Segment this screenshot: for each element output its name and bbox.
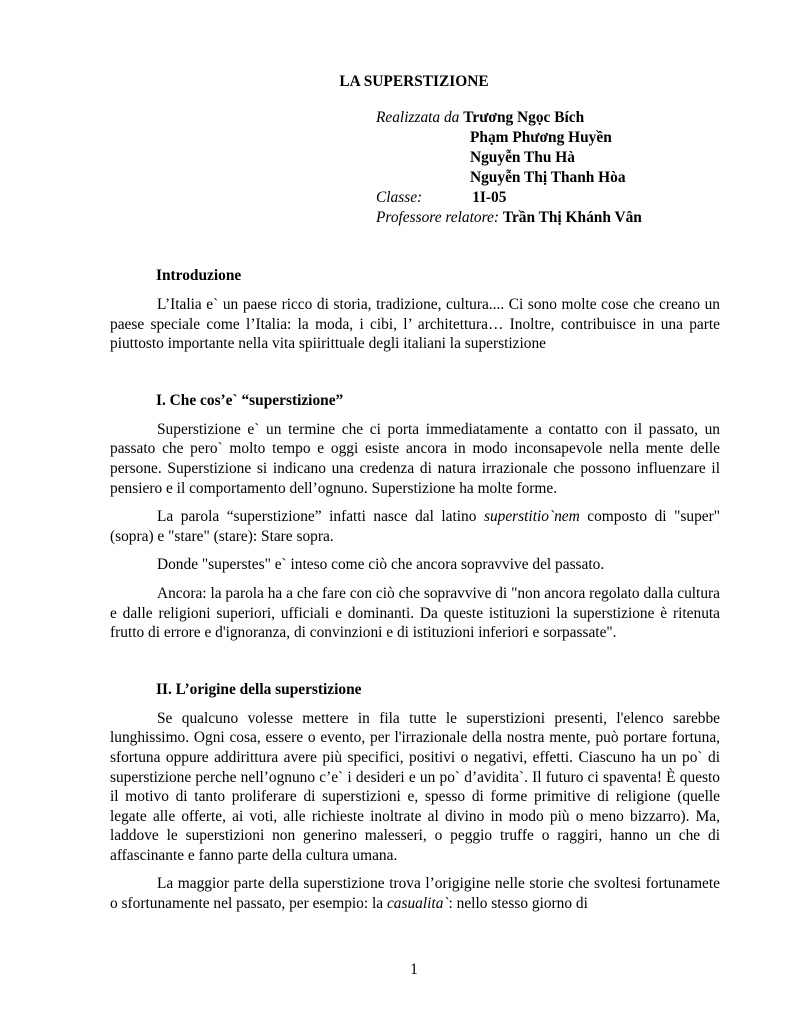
credits-row-class bbox=[376, 188, 642, 208]
section-1-paragraph-3: Donde "superstes" e` inteso come ciò che ancora sopravvive del passato. bbox=[157, 556, 605, 574]
credits-row-author-4 bbox=[376, 168, 642, 188]
section-1-paragraph-4: Ancora: la parola ha a che fare con ciò che sopravvive di "non ancora regolato dalla cultura e dalle religioni superiori, ufficiali e dominanti. Da queste istituzioni la superstizione è ritenuta frutto di errore e d'ignoranza, di convinzioni e di istituzioni inferiori e sorpassate". bbox=[110, 584, 720, 642]
credits-row-professor bbox=[376, 208, 642, 228]
author-name: Nguyễn Thu Hà bbox=[470, 149, 575, 166]
credits-row-author-1 bbox=[376, 108, 642, 128]
section-1-heading: I. Che cos’e` “superstizione” bbox=[156, 391, 344, 409]
paragraph-text: : nello stesso giorno di bbox=[448, 895, 588, 913]
document-title: LA SUPERSTIZIONE bbox=[339, 73, 489, 90]
author-name: Phạm Phương Huyền bbox=[470, 129, 612, 146]
paragraph-text: composto di "super" (sopra) e "stare" (stare): Stare sopra. bbox=[110, 508, 721, 545]
page-number: 1 bbox=[410, 961, 418, 978]
italic-term: casualita` bbox=[386, 895, 449, 913]
class-value: 1I-05 bbox=[472, 189, 507, 206]
credits-block bbox=[376, 108, 642, 228]
credits-row-author-2 bbox=[376, 128, 642, 148]
paragraph-text: La maggior parte della superstizione trova l’origigine nelle storie che svoltesi fortunamete o sfortunamente nel passato, per esempio: la bbox=[110, 875, 720, 913]
section-2-paragraph-2 bbox=[110, 874, 720, 913]
realized-by-label: Realizzata da bbox=[376, 109, 460, 126]
section-1-paragraph-2 bbox=[110, 507, 720, 546]
intro-paragraph: L’Italia e` un paese ricco di storia, tradizione, cultura.... Ci sono molte cose che creano un paese speciale come l’Italia: la moda, i cibi, l’ architettura… Inoltre, contribuisce in una parte piuttosto importante nella vita spiirittuale degli italiani la superstizione bbox=[110, 296, 720, 353]
author-name: Trương Ngọc Bích bbox=[463, 109, 585, 126]
section-2-heading: II. L’origine della superstizione bbox=[156, 680, 362, 698]
class-label: Classe: bbox=[376, 189, 423, 206]
author-name: Nguyễn Thị Thanh Hòa bbox=[470, 169, 626, 186]
document-body bbox=[110, 266, 720, 914]
intro-heading: Introduzione bbox=[156, 267, 242, 284]
professor-name: Trần Thị Khánh Vân bbox=[502, 209, 642, 226]
credits-row-author-3 bbox=[376, 148, 642, 168]
professor-label: Professore relatore: bbox=[376, 209, 499, 226]
latin-term: superstitio`nem bbox=[483, 508, 580, 526]
section-1-paragraph-1: Superstizione e` un termine che ci porta immediatamente a contatto con il passato, un passato che pero` molto tempo e oggi esiste ancora in modo inconsapevole nella mente delle persone. Superstizione si indicano una credenza di natura irrazionale che possono influenzare il pensiero e il comportamento dell’ognuno. Superstizione ha molte forme. bbox=[110, 420, 720, 497]
paragraph-text: La parola “superstizione” infatti nasce dal latino bbox=[157, 508, 484, 526]
section-2-paragraph-1: Se qualcuno volesse mettere in fila tutte le superstizioni presenti, l'elenco sarebbe lunghissimo. Ogni cosa, essere o evento, per l'irrazionale della nostra mente, può portare fortuna, sfortuna oppure addirittura avere più specifici, positivi o negativi, effetti. Ciascuno ha un po` di superstizione perche nell’ognuno c’e` i desideri e un po` d’avidita`. Il futuro ci spaventa! È questo il motivo di tanto proliferare di superstizioni e, spesso di forme primitive di religione (quelle legate alle offerte, ai voti, alle richieste inoltrate al divino in modo più o meno bizzarro). Ma, laddove le superstizioni non generino malesseri, o peggio truffe o raggiri, hanno un che di affascinante e fanno parte della cultura umana. bbox=[110, 709, 720, 864]
